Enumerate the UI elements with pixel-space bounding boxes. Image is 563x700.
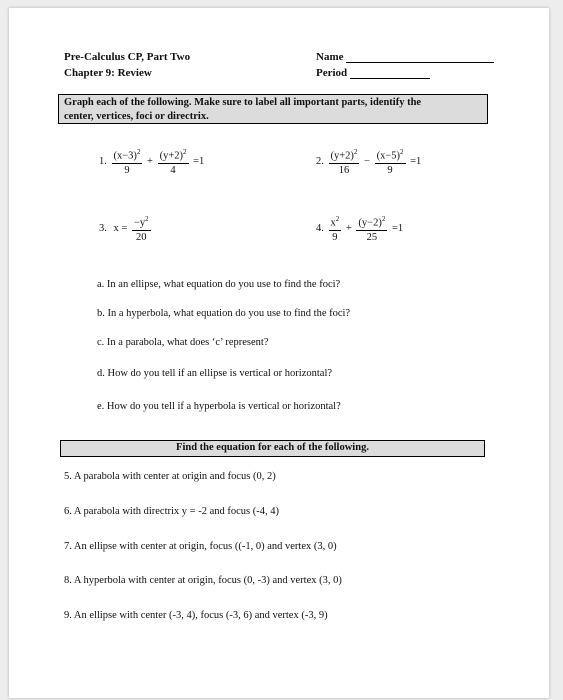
question-e: e. How do you tell if a hyperbola is vertical or horizontal?: [97, 401, 341, 412]
fraction: $\frac{x^2}{9}$: [330, 215, 340, 243]
period-field[interactable]: [316, 67, 430, 79]
equation-3: 3. x = $\frac{-y^2}{20}$: [99, 215, 149, 243]
equation-number: 2.: [316, 155, 324, 167]
graph-instructions-box: [58, 94, 488, 124]
section-2-title: Find the equation for each of the following.: [176, 442, 369, 453]
equation-number: 3.: [99, 222, 107, 234]
period-line[interactable]: [350, 68, 430, 79]
name-field[interactable]: [316, 51, 494, 63]
problem-8: 8. A hyperbola with center at origin, focus (0, -3) and vertex (3, 0): [64, 575, 342, 586]
problem-9: 9. An ellipse with center (-3, 4), focus (-3, 6) and vertex (-3, 9): [64, 610, 328, 621]
equation-number: 4.: [316, 222, 324, 234]
problem-6: 6. A parabola with directrix y = -2 and focus (-4, 4): [64, 506, 279, 517]
name-label: Name: [316, 51, 344, 63]
instruction-line-2: center, vertices, foci or directrix.: [64, 111, 209, 122]
equation-1: 1. $\frac{(x-3)^2}{9}$ + $\frac{(y+2)^2}{4}$ =1: [99, 148, 205, 176]
fraction: $\frac{(y+2)^2}{16}$: [330, 148, 358, 176]
chapter-title: Chapter 9: Review: [64, 67, 152, 79]
equation-2: 2. $\frac{(y+2)^2}{16}$ − $\frac{(x-5)^2}{9}$ =1: [316, 148, 422, 176]
equation-number: 1.: [99, 155, 107, 167]
fraction: $\frac{(x-5)^2}{9}$: [376, 148, 404, 176]
instruction-line-1: Graph each of the following. Make sure to label all important parts, identify the: [64, 97, 422, 108]
question-d: d. How do you tell if an ellipse is vertical or horizontal?: [97, 368, 333, 379]
fraction: $\frac{(x-3)^2}{9}$: [113, 148, 141, 176]
fraction: $\frac{-y^2}{20}$: [133, 215, 149, 243]
fraction: $\frac{(y+2)^2}{4}$: [159, 148, 187, 176]
course-title: Pre-Calculus CP, Part Two: [64, 51, 191, 63]
find-equation-box: [60, 440, 485, 457]
fraction: $\frac{(y-2)^2}{25}$: [358, 215, 386, 243]
question-a: a. In an ellipse, what equation do you use to find the foci?: [97, 279, 341, 290]
question-b: b. In a hyperbola, what equation do you use to find the foci?: [97, 308, 351, 319]
worksheet-page: [9, 8, 549, 698]
name-line[interactable]: [346, 52, 494, 63]
problem-7: 7. An ellipse with center at origin, focus ((-1, 0) and vertex (3, 0): [64, 541, 337, 552]
problem-5: 5. A parabola with center at origin and focus (0, 2): [64, 471, 276, 482]
question-c: c. In a parabola, what does ‘c’ represent?: [97, 337, 269, 348]
period-label: Period: [316, 67, 348, 79]
equation-4: 4. $\frac{x^2}{9}$ + $\frac{(y-2)^2}{25}$ =1: [316, 215, 404, 243]
